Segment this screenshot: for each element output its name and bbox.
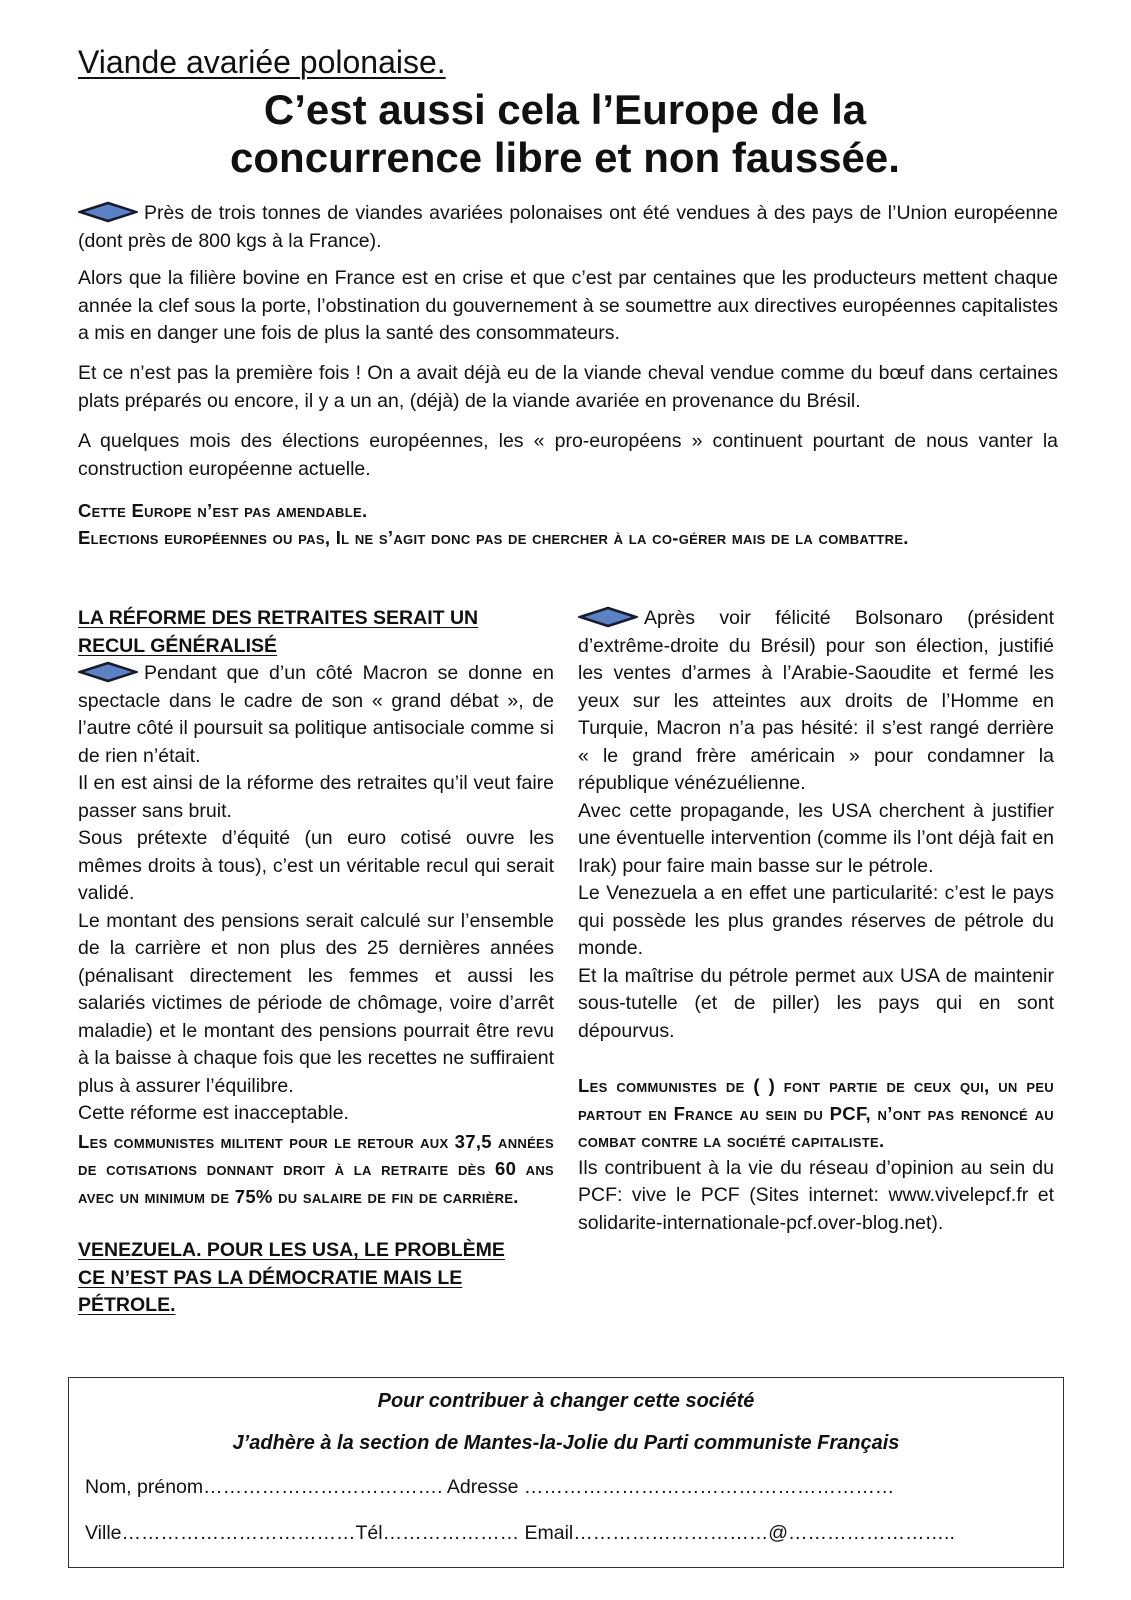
retraites-statement: Les communistes militent pour le retour aux 37,5 années de cotisations donnant droit à la retraite dès 60 ans avec un minimum de 75% du salaire de fin de carrière. — [78, 1130, 554, 1207]
intro-paragraph-4: A quelques mois des élections européennes, les « pro-européens » continuent pourtant de nous vanter la construction européenne actuelle. — [78, 430, 1058, 480]
venezuela-paragraph-1 — [578, 605, 1054, 798]
communistes-statement: Les communistes de ( ) font partie de ceux qui, un peu partout en France au sein du PCF, n’ont pas renoncé au combat contre la société capitaliste. — [578, 1075, 1054, 1151]
retraites-paragraph-4: Le montant des pensions serait calculé sur l’ensemble de la carrière et non plus des 25 dernières années (pénalisant directement les femmes et aussi les salariés victimes de période de chômage, voire d’arrêt maladie) et le montant des pensions pourrait être revu à la baisse à chaque fois que les recettes ne suffiraient plus à assurer l’équilibre. — [78, 909, 554, 1097]
diamond-bullet-icon — [578, 606, 638, 628]
intro-paragraph-1 — [78, 200, 1058, 255]
form-title-1: Pour contribuer à changer cette société — [377, 1390, 755, 1412]
retraites-paragraph-1-text: Pendant que d’un côté Macron se donne en spectacle dans le cadre de son « grand débat », de l’autre côté il poursuit sa politique antisociale comme si de rien n’était. — [78, 662, 554, 767]
retraites-paragraph-1 — [78, 660, 554, 770]
kicker-title: Viande avariée polonaise. — [78, 44, 446, 80]
venezuela-paragraph-2: Avec cette propagande, les USA cherchent à justifier une éventuelle intervention (comme ils l’ont déjà fait en Irak) pour faire main basse sur le pétrole. — [578, 799, 1054, 877]
headline-line-1: C’est aussi cela l’Europe de la — [263, 86, 867, 133]
diamond-bullet-icon — [78, 661, 138, 683]
venezuela-heading: VENEZUELA. POUR LES USA, LE PROBLÈME CE N’EST PAS LA DÉMOCRATIE MAIS LE PÉTROLE. — [78, 1239, 505, 1316]
retraites-paragraph-3: Sous prétexte d’équité (un euro cotisé ouvre les mêmes droits à tous), c’est un véritable recul qui serait validé. — [78, 827, 554, 904]
left-column — [78, 605, 554, 1320]
intro-statement-1: Cette Europe n’est pas amendable. — [78, 500, 368, 521]
retraites-paragraph-5: Cette réforme est inacceptable. — [78, 1102, 349, 1124]
form-title-2: J’adhère à la section de Mantes-la-Jolie du Parti communiste Français — [232, 1432, 900, 1454]
headline-line-2: concurrence libre et non faussée. — [230, 134, 900, 181]
intro-paragraph-2: Alors que la filière bovine en France est en crise et que c’est par centaines que les producteurs mettent chaque année la clef sous la porte, l’obstination du gouvernement à se soumettre aux directives européennes capitalistes a mis en danger une fois de plus la santé des consommateurs. — [78, 267, 1058, 344]
venezuela-paragraph-3: Le Venezuela a en effet une particularité: c’est le pays qui possède les plus grandes réserves de pétrole du monde. — [578, 882, 1054, 959]
retraites-paragraph-2: Il en est ainsi de la réforme des retraites qu’il veut faire passer sans bruit. — [78, 772, 554, 822]
intro-paragraph-3: Et ce n’est pas la première fois ! On a avait déjà eu de la viande cheval vendue comme du bœuf dans certaines plats préparés ou encore, il y a un an, (déjà) de la viande avariée en provenance du Brésil. — [78, 362, 1058, 412]
intro-statement-2: Elections européennes ou pas, Il ne s’agit donc pas de chercher à la co-gérer mais de la combattre. — [78, 527, 909, 548]
venezuela-paragraph-1-text: Après voir félicité Bolsonaro (président d’extrême-droite du Brésil) pour son élection, justifié les ventes d’armes à l’Arabie-Saoudite et fermé les yeux sur les atteintes aux droits de l’Homme en Turquie, Macron n’a pas hésité: il s’est rangé derrière « le grand frère américain » pour condamner la république vénézuélienne. — [578, 607, 1054, 794]
intro-paragraph-1-text: Près de trois tonnes de viandes avariées polonaises ont été vendues à des pays de l’Union européenne (dont près de 800 kgs à la France). — [78, 202, 1058, 252]
membership-form-box — [68, 1377, 1064, 1568]
diamond-bullet-icon — [78, 201, 138, 223]
form-row-name-address[interactable]: Nom, prénom………………………………. Adresse ………………………………………………… — [85, 1476, 895, 1498]
right-column — [578, 605, 1054, 1237]
venezuela-paragraph-4: Et la maîtrise du pétrole permet aux USA de maintenir sous-tutelle (et de piller) les pays qui en sont dépourvus. — [578, 964, 1054, 1042]
form-row-city-phone-email[interactable]: Ville………………………………Tél………………… Email…………………………@…………………….. — [85, 1522, 955, 1544]
retraites-heading: LA RÉFORME DES RETRAITES SERAIT UN RECUL GÉNÉRALISÉ — [78, 607, 479, 657]
venezuela-paragraph-5: Ils contribuent à la vie du réseau d’opinion au sein du PCF: vive le PCF (Sites internet: www.vivelepcf.fr et solidarite-internationale-pcf.over-blog.net). — [578, 1156, 1054, 1234]
